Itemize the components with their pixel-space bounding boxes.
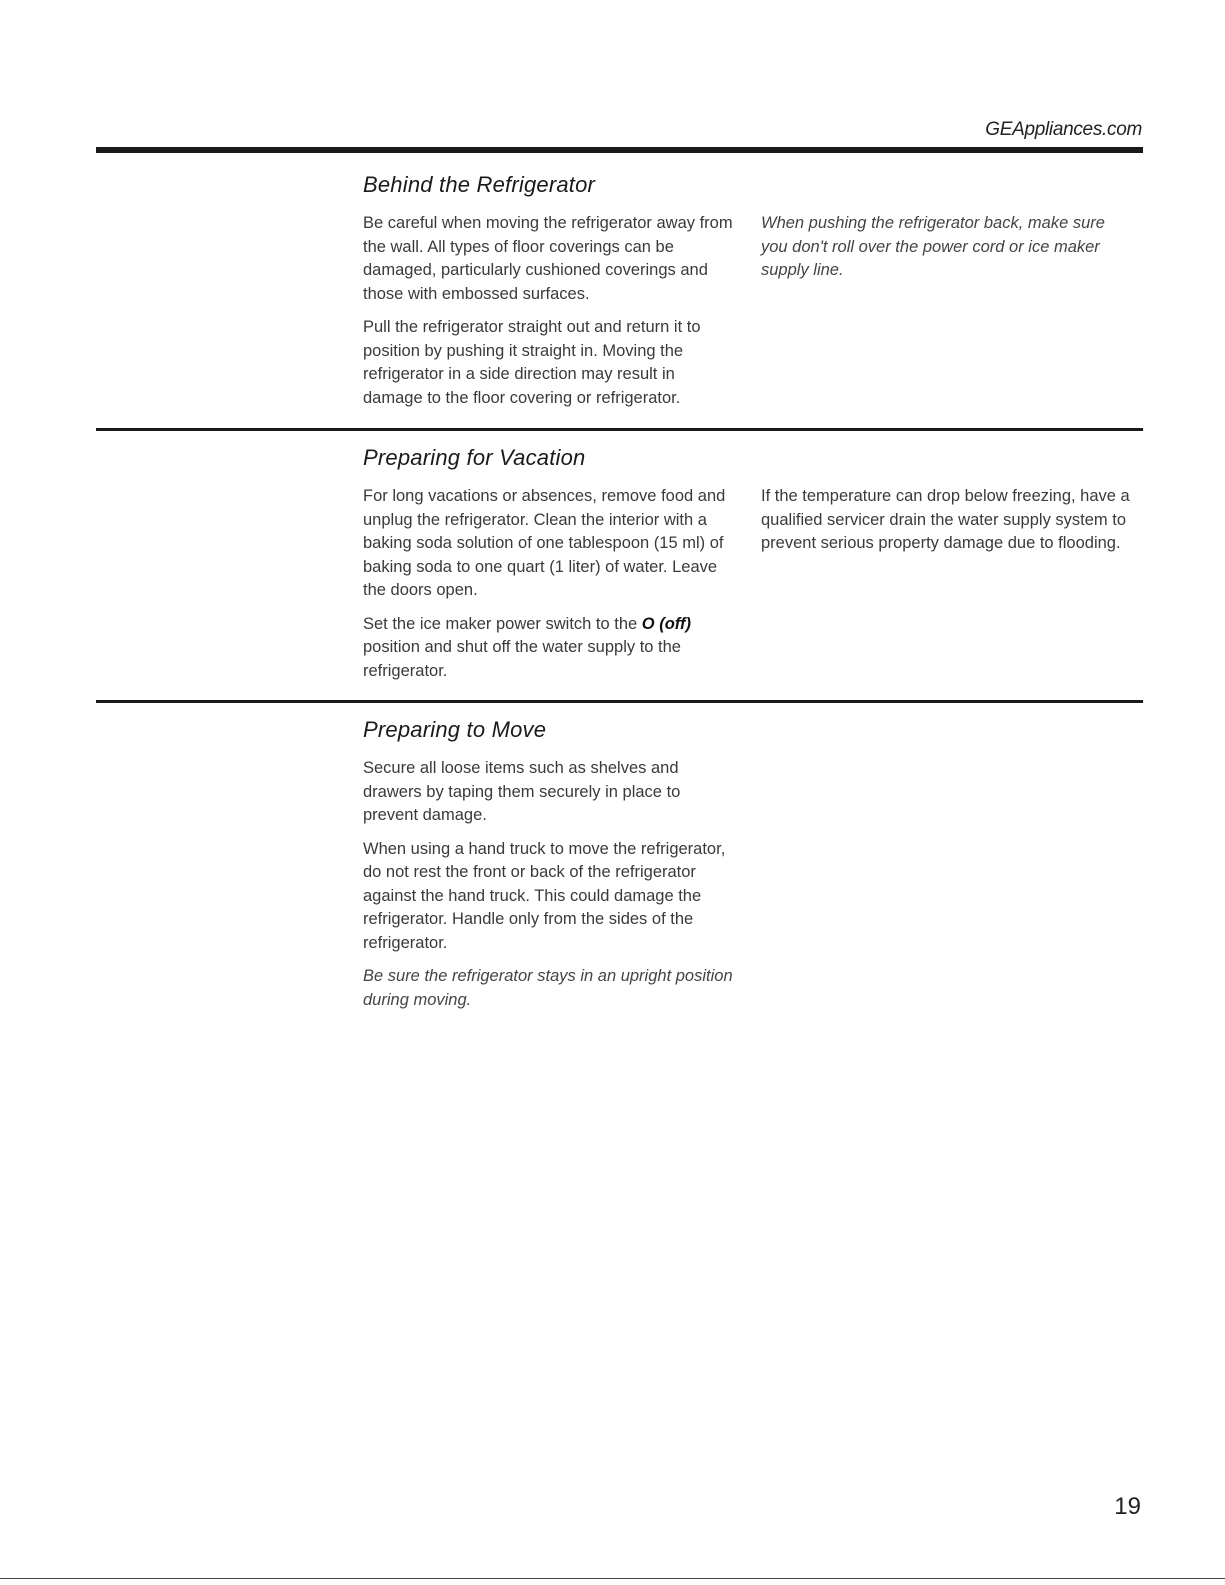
section-title: Preparing to Move (363, 717, 547, 742)
paragraph: Pull the refrigerator straight out and return it to position by pushing it straight in. Moving the refrigerator in a side direction may result in damage to the floor covering or refrigerator. (363, 318, 701, 407)
section-right-column (761, 485, 1131, 693)
section-title: Preparing for Vacation (363, 445, 586, 470)
section-behind-refrigerator (363, 172, 1143, 420)
paragraph-text: Set the ice maker power switch to the (363, 614, 642, 633)
section-title: Behind the Refrigerator (363, 172, 596, 197)
section-divider (96, 428, 1143, 431)
caution-note: When pushing the refrigerator back, make sure you don't roll over the power cord or ice maker supply line. (761, 214, 1105, 279)
section-preparing-move (363, 717, 1143, 1022)
page-number: 19 (1114, 1493, 1141, 1520)
header-rule (96, 147, 1143, 153)
page-bottom-edge (0, 1578, 1225, 1579)
section-right-column (761, 212, 1131, 420)
section-preparing-vacation (363, 445, 1143, 693)
section-left-column (363, 485, 733, 693)
off-position-label: O (off) (641, 614, 691, 633)
caution-note: Be sure the refrigerator stays in an upright position during moving. (363, 967, 733, 1009)
paragraph (363, 613, 733, 684)
paragraph: Secure all loose items such as shelves and drawers by taping them securely in place to prevent damage. (363, 759, 681, 824)
paragraph: If the temperature can drop below freezing, have a qualified servicer drain the water supply system to prevent serious property damage due to flooding. (761, 487, 1130, 552)
paragraph: When using a hand truck to move the refrigerator, do not rest the front or back of the refrigerator against the hand truck. This could damage the refrigerator. Handle only from the sides of the refrigerator. (363, 839, 726, 952)
section-left-column (363, 212, 733, 420)
site-url: GEAppliances.com (985, 119, 1142, 140)
paragraph: Be careful when moving the refrigerator away from the wall. All types of floor coverings can be damaged, particularly cushioned coverings and those with embossed surfaces. (363, 214, 733, 303)
section-left-column (363, 757, 733, 1022)
paragraph: For long vacations or absences, remove food and unplug the refrigerator. Clean the interior with a baking soda solution of one tablespoon (15 ml) of baking soda to one quart (1 liter) of water. Leave the doors open. (363, 487, 726, 599)
paragraph-text: position and shut off the water supply to the refrigerator. (363, 638, 681, 680)
section-divider (96, 700, 1143, 703)
